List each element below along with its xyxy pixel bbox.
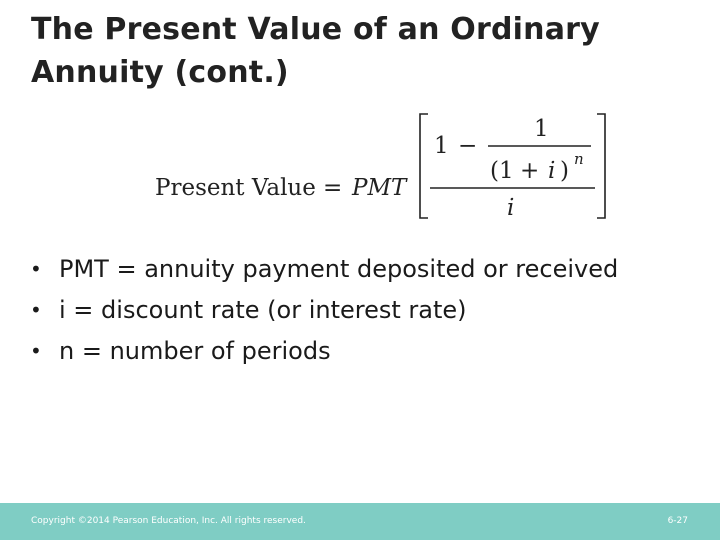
footer-bar <box>0 503 720 540</box>
bullet-text: i = discount rate (or interest rate) <box>59 296 467 324</box>
bullet-text: PMT = annuity payment deposited or received <box>59 255 619 283</box>
page-number: 6-27 <box>667 516 688 526</box>
formula-pmt: PMT <box>352 175 407 201</box>
fraction-denominator: i <box>507 195 515 221</box>
bullet-icon: • <box>30 257 42 281</box>
copyright-notice: Copyright ©2014 Pearson Education, Inc. All rights reserved. <box>31 516 306 526</box>
left-bracket <box>420 114 428 218</box>
fraction-numerator: 1 <box>534 116 549 142</box>
list-item <box>30 253 650 285</box>
fraction-exponent: n <box>574 150 584 168</box>
formula-one: 1 <box>434 133 449 159</box>
slide-title: The Present Value of an Ordinary Annuity (cont.) <box>31 12 600 90</box>
right-bracket <box>597 114 605 218</box>
definition-list <box>30 253 650 376</box>
fraction-plus: + <box>520 158 540 184</box>
fraction-paren-open: (1 <box>490 158 514 184</box>
formula-equals: = <box>323 175 343 201</box>
bullet-icon: • <box>30 298 42 322</box>
fraction-paren-close: ) <box>560 158 569 184</box>
list-item <box>30 335 650 367</box>
bullet-text: n = number of periods <box>59 337 331 365</box>
fraction-i: i <box>548 158 556 184</box>
formula-label: Present Value <box>155 175 316 201</box>
bullet-icon: • <box>30 339 42 363</box>
list-item <box>30 294 650 326</box>
formula-minus: − <box>458 133 478 159</box>
present-value-formula <box>150 108 620 228</box>
